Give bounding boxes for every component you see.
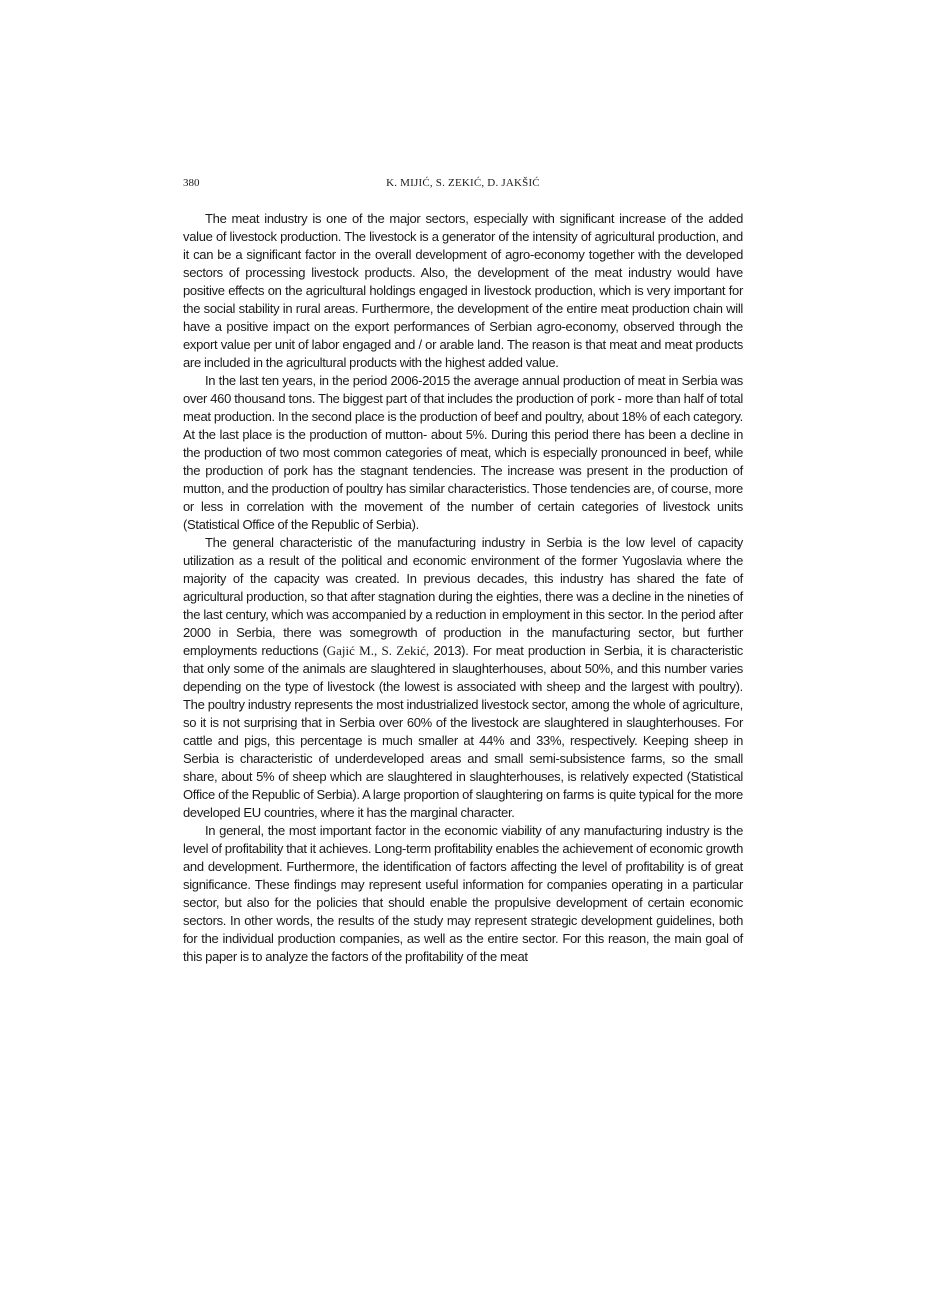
running-head-authors: K. MIJIĆ, S. ZEKIĆ, D. JAKŠIĆ <box>386 177 540 189</box>
page-number: 380 <box>183 177 200 189</box>
body-text <box>183 210 743 966</box>
paragraph-meat-industry-importance: The meat industry is one of the major sectors, especially with significant increase of the added value of livestock production. The livestock is a generator of the intensity of agricultural production, and it can be a significant factor in the overall development of agro-economy together with the developed sectors of processing livestock products. Also, the development of the meat industry would have positive effects on the agricultural holdings engaged in livestock production, which is very important for the social stability in rural areas. Furthermore, the development of the entire meat production chain will have a positive impact on the export performances of Serbian agro-economy, observed through the export value per unit of labor engaged and / or arable land. The reason is that meat and meat products are included in the agricultural products with the highest added value. <box>183 211 743 370</box>
paragraph-text-segment: 2013). For meat production in Serbia, it is characteristic that only some of the animals are slaughtered in slaughterhouses, about 50%, and this number varies depending on the type of livestock (the lowest is associated with sheep and the largest with poultry). The poultry industry represents the most industrialized livestock sector, among the whole of agriculture, so it is not surprising that in Serbia over 60% of the livestock are slaughtered in slaughterhouses. For cattle and pigs, this percentage is much smaller at 44% and 33%, respectively. Keeping sheep in Serbia is characteristic of underdeveloped areas and small semi-subsistence farms, so the small share, about 5% of sheep which are slaughtered in slaughterhouses, is relatively expected (Statistical Office of the Republic of Serbia). A large proportion of slaughtering on farms is quite typical for the more developed EU countries, where it has the marginal character. <box>183 643 743 820</box>
paragraph-profitability: In general, the most important factor in the economic viability of any manufacturing industry is the level of profitability that it achieves. Long-term profitability enables the achievement of economic growth and development. Furthermore, the identification of factors affecting the level of profitability is of great significance. These findings may represent useful information for companies operating in a particular sector, but also for the policies that should enable the propulsive development of certain economic sectors. In other words, the results of the study may represent strategic development guidelines, both for the individual production companies, as well as the entire sector. For this reason, the main goal of this paper is to analyze the factors of the profitability of the meat <box>183 823 743 964</box>
running-header <box>183 177 743 193</box>
paragraph-meat-production-statistics: In the last ten years, in the period 2006-2015 the average annual production of meat in Serbia was over 460 thousand tons. The biggest part of that includes the production of pork - more than half of total meat production. In the second place is the production of beef and poultry, about 18% of each category. At the last place is the production of mutton- about 5%. During this period there has been a decline in the production of two most common categories of meat, which is especially pronounced in beef, while the production of pork has the stagnant tendencies. The increase was present in the production of mutton, and the production of poultry has similar characteristics. Those tendencies are, of course, more or less in correlation with the movement of the number of certain categories of livestock units (Statistical Office of the Republic of Serbia). <box>183 373 743 532</box>
paragraph-text-segment: The general characteristic of the manufacturing industry in Serbia is the low level of capacity utilization as a result of the political and economic environment of the former Yugoslavia where the majority of the capacity was created. In previous decades, this industry has shared the fate of agricultural production, so that after stagnation during the eighties, there was a decline in the nineties of the last century, which was accompanied by a reduction in employment in this sector. In the period after 2000 in Serbia, there was somegrowth of production in the manufacturing sector, but further employments reductions ( <box>183 535 743 658</box>
paragraph-manufacturing-industry <box>183 534 743 822</box>
citation: Gajić M., S. Zekić, <box>326 643 430 658</box>
